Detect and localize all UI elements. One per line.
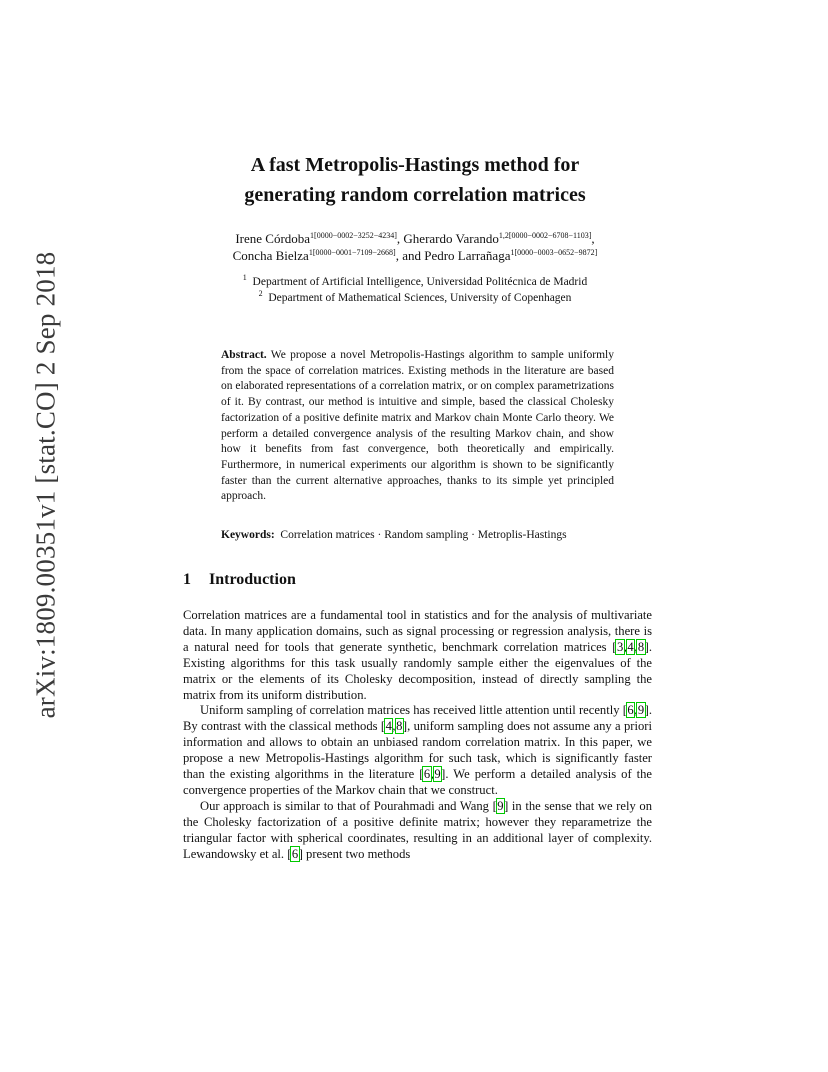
title-line-2: generating random correlation matrices [244,184,586,206]
paragraph-text: ] in the sense that we rely on the Cholesky factorization of a positive definite matrix; however they reparametrize the triangular factor with spherical coordinates, resulting in an additional layer of complexity. Lewandowsky et al. [ [183,798,652,861]
citation-separator: , [392,719,396,734]
paragraph-text: ] present two methods [298,846,411,861]
author-orcid: 1[0000−0001−7109−2668] [308,248,396,257]
author-orcid: 1,2[0000−0002−6708−1103] [498,231,592,240]
paragraph-text: ], uniform sampling does not assume any a priori information and allows to obtain an unbiased random correlation matrix. In this paper, we propose a new Metropolis-Hastings algorithm for such task, which is significantly faster than the existing algorithms in the literature [ [183,719,652,782]
citation-link[interactable]: 6 [423,767,431,782]
paragraph-text: ]. By contrast with the classical methods [ [183,703,652,734]
citation-link[interactable]: 8 [637,639,645,654]
citation-link[interactable]: 4 [627,639,634,654]
affiliation-2 [150,290,680,306]
author-name: Concha Bielza [232,248,309,263]
affiliation-number: 2 [258,289,263,298]
citation-separator: , [634,703,638,718]
author-list [150,230,680,264]
affiliation-text: Department of Artificial Intelligence, Universidad Politécnica de Madrid [252,276,588,288]
author-line-2 [150,247,680,264]
title-line-1: A fast Metropolis-Hastings method for [250,154,580,176]
abstract-text: We propose a novel Metropolis-Hastings algorithm to sample uniformly from the space of correlation matrices. Existing methods in the literature are based on elaborated representations of a correlation matrix, or on complex parametrizations of it. By contrast, our method is intuitive and simple, based the classical Cholesky factorization of a positive definite matrix and Markov chain Monte Carlo theory. We perform a detailed convergence analysis of the resulting Markov chain, and show how it benefits from fast convergence, both theoretically and empirically. Furthermore, in numerical experiments our algorithm is shown to be significantly faster than the current alternative approaches, thanks to its simple yet principled approach. [221,349,614,503]
author-separator: , [396,231,404,246]
arxiv-identifier: arXiv:1809.00351v1 [stat.CO] 2 Sep 2018 [30,251,61,719]
affiliation-text: Department of Mathematical Sciences, University of Copenhagen [268,292,572,304]
citation-link[interactable]: 4 [385,719,392,734]
section-heading [183,571,296,589]
paragraph-text: Uniform sampling of correlation matrices has received little attention until recently [ [200,703,627,718]
paragraph-text: ]. We perform a detailed analysis of the convergence properties of the Markov chain that we construct. [183,767,652,797]
section-number: 1 [183,571,191,588]
author-separator: , and [395,248,425,263]
citation-link[interactable]: 3 [616,639,624,654]
citation-link[interactable]: 9 [434,767,441,782]
paragraph-text: Correlation matrices are a fundamental tool in statistics and for the analysis of multivariate data. In many application domains, such as signal processing or regression analysis, there is a natural need for tools that generate synthetic, benchmark correlation matrices [ [183,608,652,654]
citation-separator: , [430,767,434,782]
citation-link[interactable]: 6 [627,703,634,718]
paragraph-text: Our approach is similar to that of Pourahmadi and Wang [ [200,798,497,813]
introduction-body [183,608,652,863]
paragraph-1 [183,608,652,703]
citation-link[interactable]: 9 [497,798,504,813]
section-title: Introduction [209,571,296,588]
author-name: Irene Córdoba [235,231,311,246]
abstract [221,348,614,505]
author-name: Gherardo Varando [403,231,499,246]
abstract-label: Abstract. [221,349,267,361]
paragraph-text: ]. Existing algorithms for this task usually randomly sample either the eigenvalues of the matrix or the elements of its Cholesky decomposition, instead of directly sampling the matrix from its uniform distribution. [183,639,652,702]
paragraph-2 [183,703,652,798]
keywords-text: Correlation matrices · Random sampling · Metroplis-Hastings [280,529,567,541]
affiliation-list [150,274,680,306]
citation-link[interactable]: 9 [637,703,645,718]
keywords-label: Keywords: [221,529,275,541]
arxiv-side-stamp [10,0,60,1072]
author-orcid: 1[0000−0002−3252−4234] [310,231,397,240]
citation-link[interactable]: 8 [396,719,403,734]
keywords [221,528,641,543]
affiliation-number: 1 [242,273,247,282]
paragraph-3 [183,799,652,863]
affiliation-1 [150,274,680,290]
citation-link[interactable]: 6 [291,846,299,861]
author-line-1 [150,230,680,247]
author-orcid: 1[0000−0003−0652−9872] [510,248,598,257]
citation-separator: , [634,639,638,654]
author-name: Pedro Larrañaga [424,248,511,263]
author-separator: , [591,231,595,246]
citation-separator: , [623,639,627,654]
paper-title [180,150,650,210]
